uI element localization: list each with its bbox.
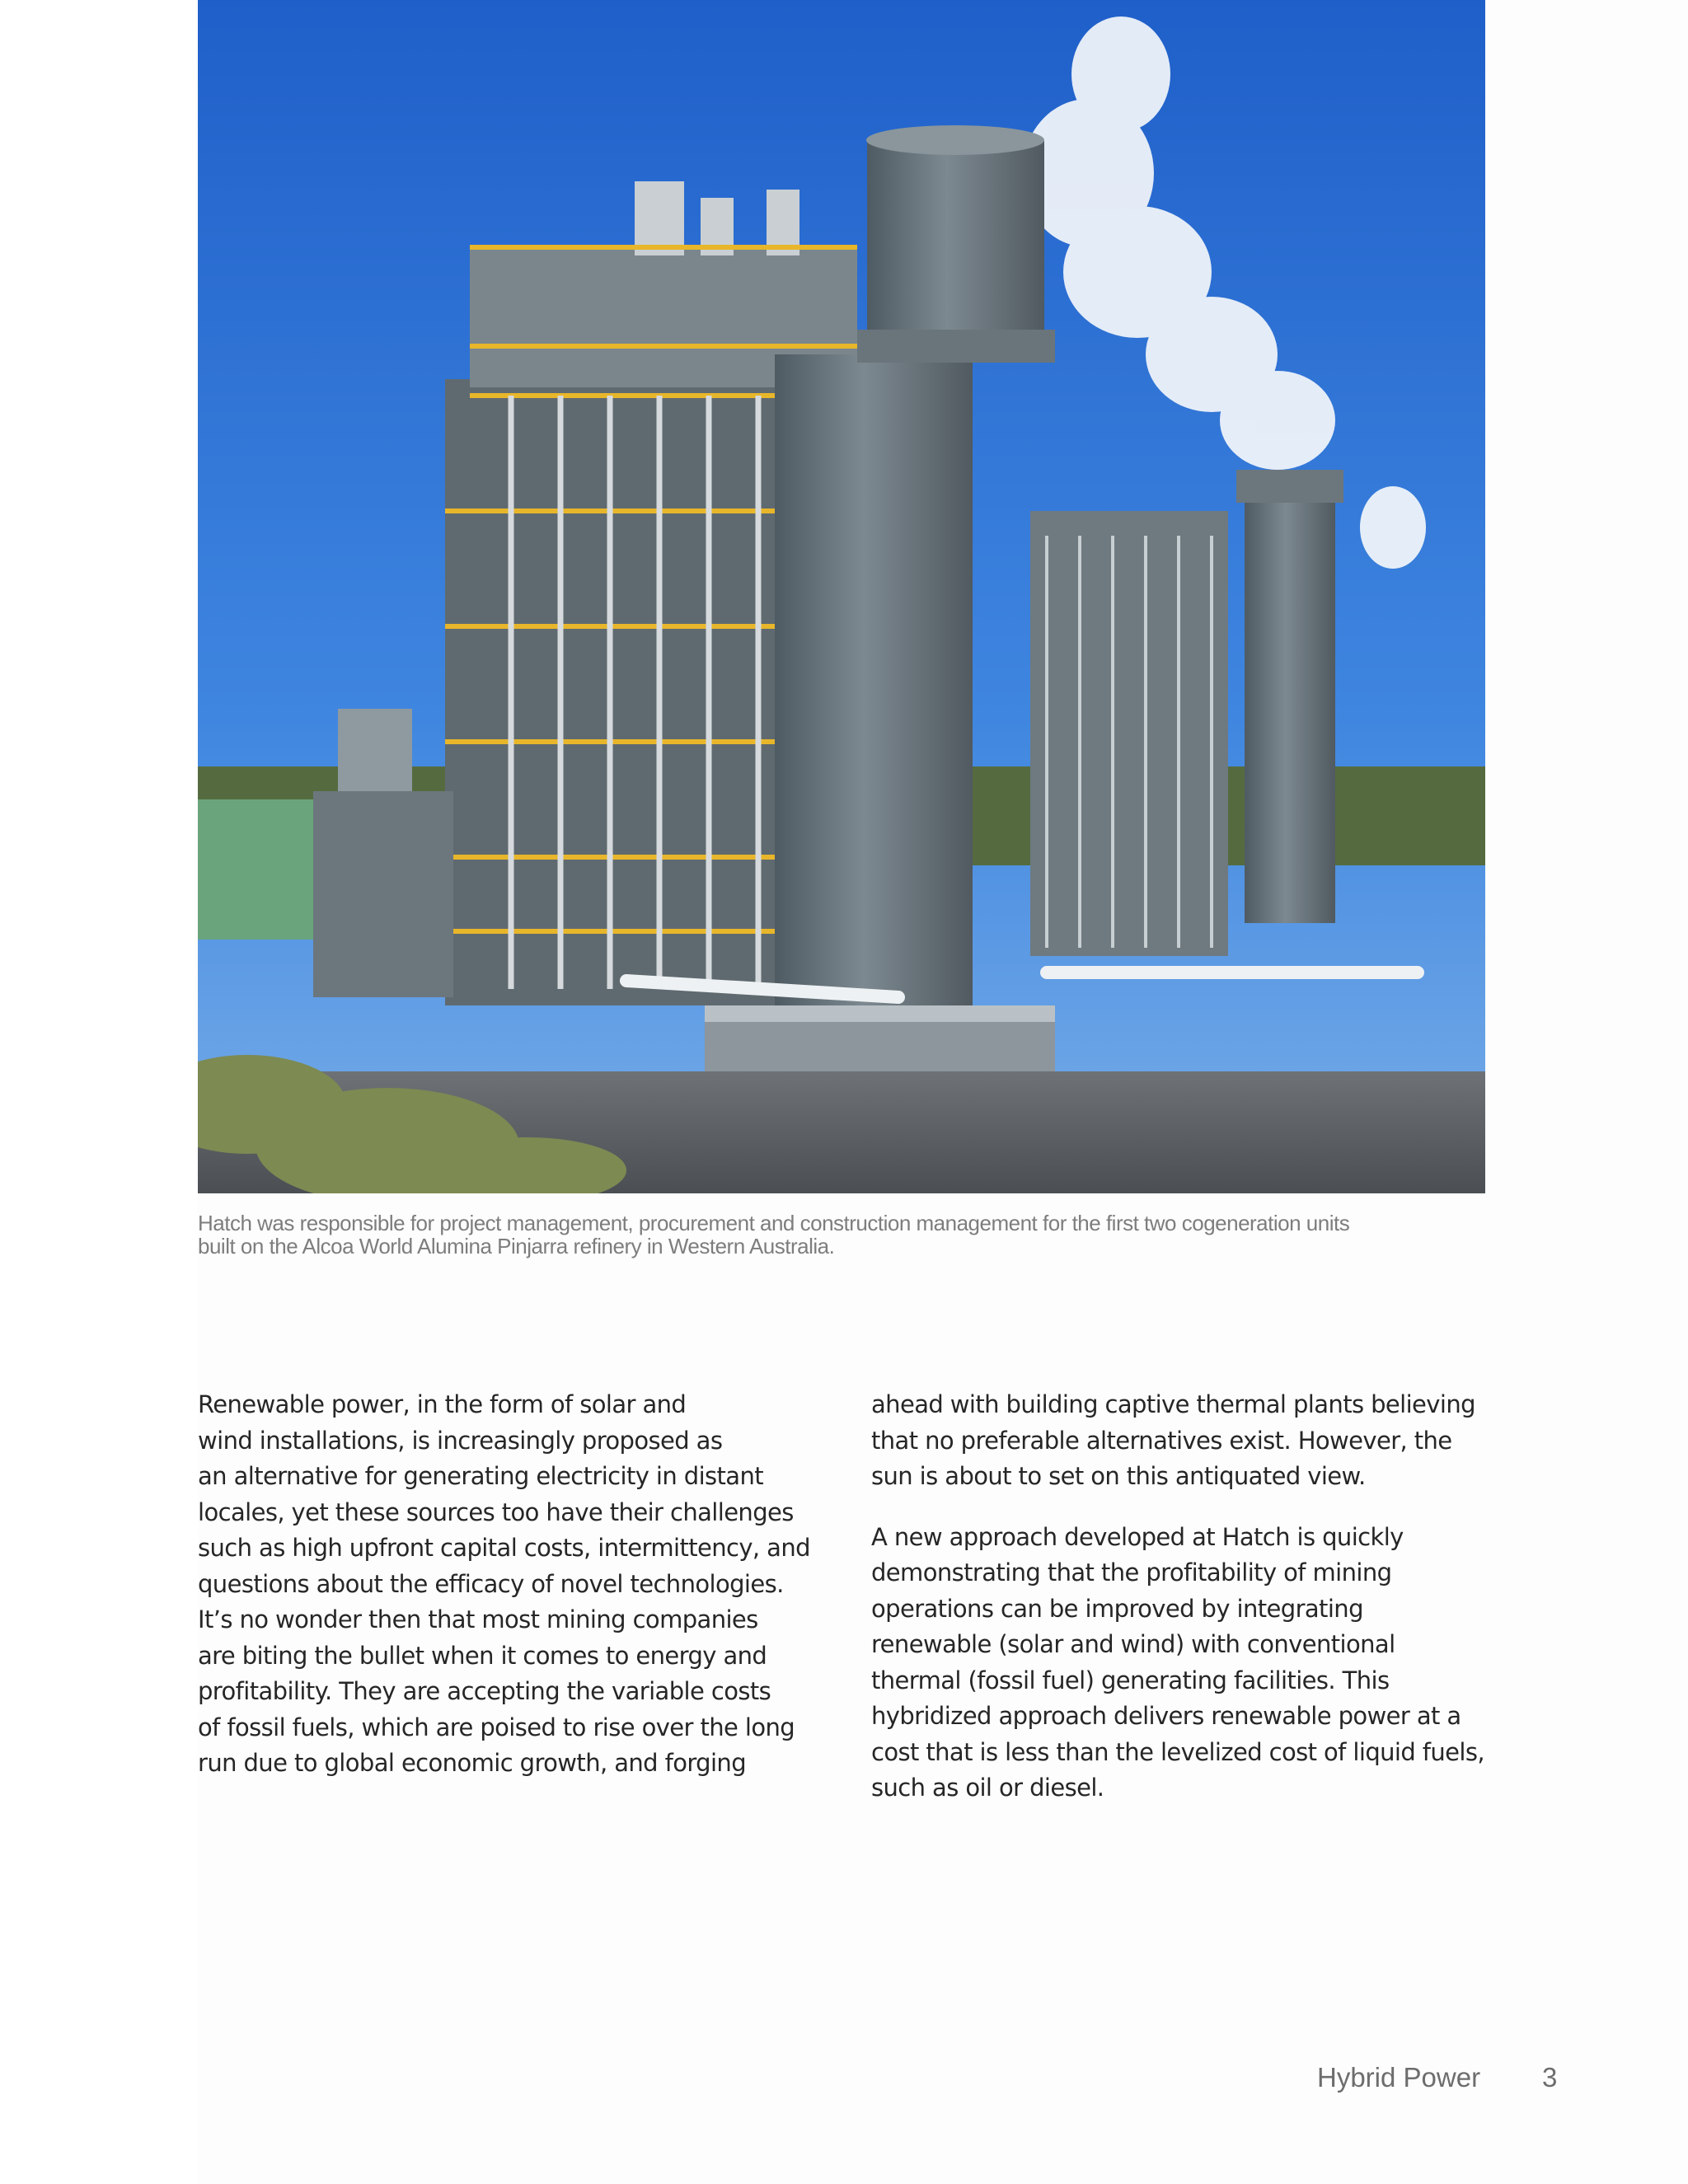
page-number: 3 xyxy=(1542,2062,1558,2093)
paragraph xyxy=(871,1520,1498,1807)
body-line: are biting the bullet when it comes to energy and xyxy=(198,1641,767,1670)
photo-caption xyxy=(198,1212,1385,1258)
body-line: wind installations, is increasingly proposed as xyxy=(198,1426,723,1455)
paragraph xyxy=(871,1387,1498,1495)
body-line: Renewable power, in the form of solar and xyxy=(198,1390,687,1418)
body-line: such as high upfront capital costs, intermittency, and xyxy=(198,1534,810,1562)
body-line: an alternative for generating electricity in distant xyxy=(198,1462,764,1490)
body-line: A new approach developed at Hatch is quickly xyxy=(871,1522,1404,1551)
paragraph-spacer xyxy=(871,1495,1498,1520)
body-line: ahead with building captive thermal plants believing xyxy=(871,1390,1475,1418)
body-line: such as oil or diesel. xyxy=(871,1774,1104,1802)
body-line: renewable (solar and wind) with conventional xyxy=(871,1630,1395,1658)
body-line: sun is about to set on this antiquated view. xyxy=(871,1462,1366,1490)
body-line: of fossil fuels, which are poised to rise over the long xyxy=(198,1713,795,1741)
page-margin xyxy=(0,0,198,2184)
caption-line: Hatch was responsible for project management, procurement and construction management for the first two cogeneration units xyxy=(198,1211,1350,1235)
body-line: demonstrating that the profitability of mining xyxy=(871,1558,1392,1586)
caption-line: built on the Alcoa World Alumina Pinjarra refinery in Western Australia. xyxy=(198,1234,835,1258)
cogeneration-plant-photo xyxy=(198,0,1485,1193)
photo-illustration xyxy=(198,0,1485,1193)
footer-title: Hybrid Power xyxy=(1317,2062,1481,2093)
body-line: that no preferable alternatives exist. However, the xyxy=(871,1426,1452,1455)
body-line: locales, yet these sources too have their challenges xyxy=(198,1497,794,1526)
body-line: operations can be improved by integrating xyxy=(871,1594,1363,1623)
body-line: run due to global economic growth, and forging xyxy=(198,1749,747,1777)
body-column-right xyxy=(871,1387,1498,1807)
body-line: thermal (fossil fuel) generating facilities. This xyxy=(871,1666,1390,1694)
body-line: cost that is less than the levelized cost of liquid fuels, xyxy=(871,1737,1485,1766)
body-line: It’s no wonder then that most mining companies xyxy=(198,1605,758,1633)
body-line: questions about the efficacy of novel technologies. xyxy=(198,1569,784,1598)
body-line: hybridized approach delivers renewable power at a xyxy=(871,1702,1461,1730)
body-line: profitability. They are accepting the variable costs xyxy=(198,1677,771,1705)
body-column-left xyxy=(198,1387,824,1782)
